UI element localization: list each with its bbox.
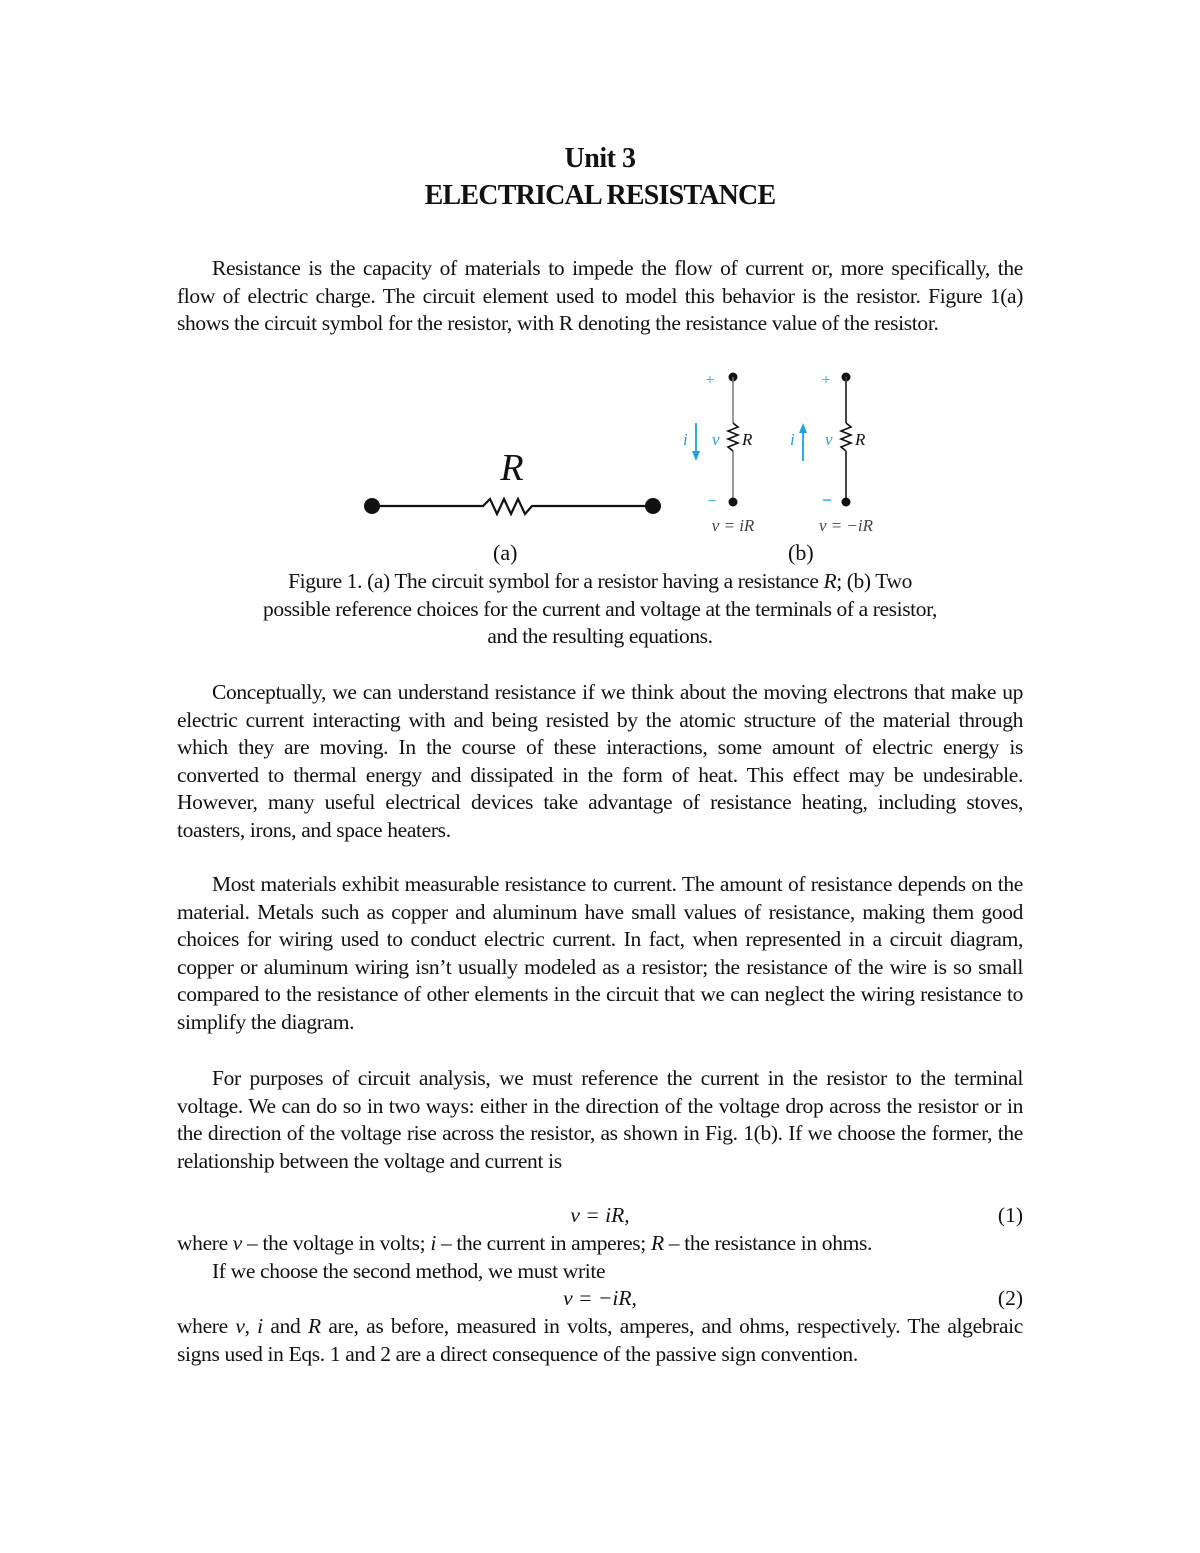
svg-text:v = −iR: v = −iR	[818, 516, 874, 535]
page-title: ELECTRICAL RESISTANCE	[424, 180, 776, 211]
paragraph-conceptual: Conceptually, we can understand resistance if we think about the moving electrons that make up electric current interacting with and being resisted by the atomic structure of the material through which they are moving. In the course of these interactions, some amount of electric energy is converted to thermal energy and dissipated in the form of heat. This effect may be undesirable. However, many useful electrical devices take advantage of resistance heating, including stoves, toasters, irons, and space heaters.	[177, 680, 1023, 842]
intro-paragraph: Resistance is the capacity of materials to impede the flow of current or, more specifically, the flow of electric charge. The circuit element used to model this behavior is the resistor. Figure 1(a) shows the circuit symbol for the resistor, with R denoting the resistance value of the resistor.	[177, 256, 1023, 336]
paragraph-second-method: If we choose the second method, we must write	[212, 1259, 606, 1283]
svg-text:−: −	[707, 493, 717, 510]
resistor-label: R	[500, 447, 524, 489]
svg-text:−: −	[821, 490, 833, 510]
svg-text:R: R	[855, 430, 866, 449]
resistor-symbol-diagram	[355, 440, 675, 525]
svg-text:i: i	[683, 430, 688, 449]
svg-text:+: +	[821, 372, 831, 389]
svg-text:v = iR: v = iR	[711, 516, 755, 535]
reference-choices-diagram	[670, 365, 900, 540]
equation-1-definitions: where v – the voltage in volts; i – the current in amperes; R – the resistance in ohms.	[177, 1231, 873, 1255]
svg-text:+: +	[705, 372, 715, 389]
paragraph-circuit-analysis: For purposes of circuit analysis, we must reference the current in the resistor to the terminal voltage. We can do so in two ways: either in the direction of the voltage drop across the resistor or in the direction of the voltage rise across the resistor, as shown in Fig. 1(b). If we choose the former, the relationship between the voltage and current is	[177, 1066, 1023, 1173]
svg-text:v: v	[712, 430, 720, 449]
paragraph-materials: Most materials exhibit measurable resistance to current. The amount of resistance depends on the material. Metals such as copper and aluminum have small values of resistance, making them good choices for wiring used to conduct electric current. In fact, when represented in a circuit diagram, copper or aluminum wiring isn’t usually modeled as a resistor; the resistance of the wire is so small compared to the resistance of other elements in the circuit that we can neglect the wiring resistance to simplify the diagram.	[177, 872, 1023, 1034]
figure-caption: Figure 1. (a) The circuit symbol for a resistor having a resistance R; (b) Two possible reference choices for the current and voltage at the terminals of a resistor, and the resulting equations.	[263, 569, 937, 649]
equation-2: v = −iR, (2)	[563, 1286, 1023, 1310]
figure-label-b: (b)	[788, 540, 814, 565]
unit-heading: Unit 3	[564, 143, 636, 174]
equation-1: v = iR, (1)	[570, 1203, 1023, 1227]
svg-text:i: i	[790, 430, 795, 449]
svg-text:v: v	[825, 430, 833, 449]
figure-label-a: (a)	[493, 540, 518, 565]
svg-text:R: R	[742, 430, 753, 449]
equation-2-definitions: where v, i and R are, as before, measured in volts, amperes, and ohms, respectively. The algebraic signs used in Eqs. 1 and 2 are a direct consequence of the passive sign convention.	[177, 1314, 1023, 1366]
